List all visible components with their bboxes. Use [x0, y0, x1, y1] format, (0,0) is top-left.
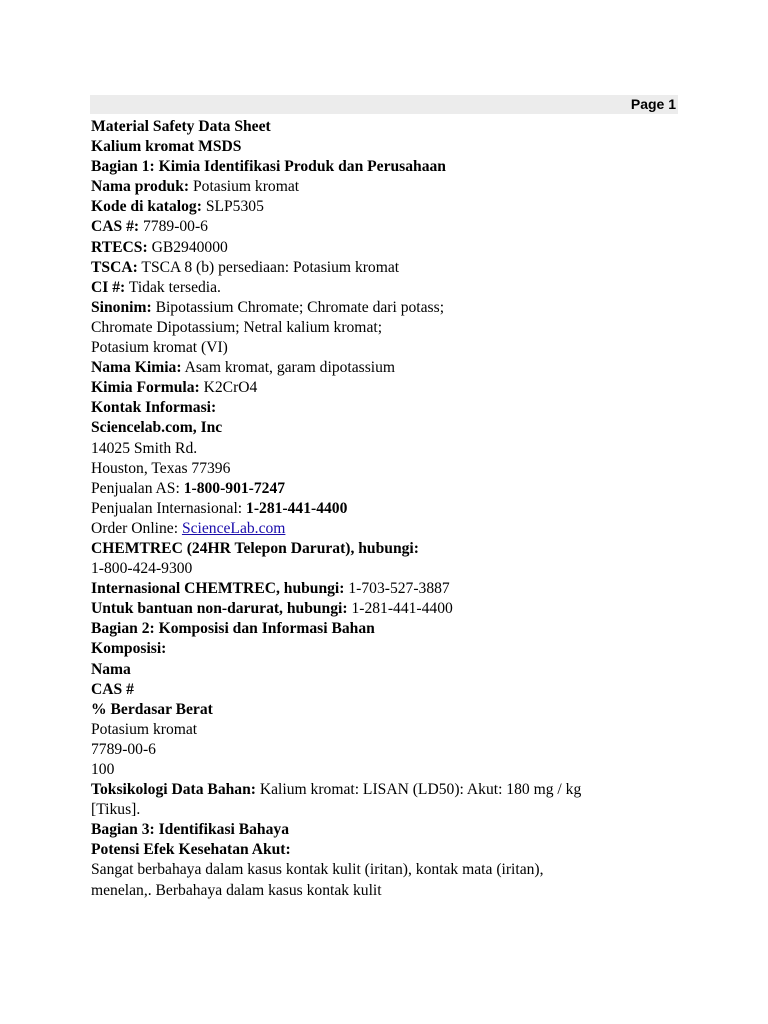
section-2-heading: Bagian 2: Komposisi dan Informasi Bahan: [91, 620, 375, 638]
contact-heading: Kontak Informasi:: [91, 399, 217, 417]
tsca-value: TSCA 8 (b) persediaan: Potasium kromat: [141, 258, 400, 276]
chemical-formula-row: [91, 378, 651, 398]
rtecs-value: GB2940000: [151, 238, 228, 256]
synonym-row: [91, 298, 651, 318]
chemical-name-value: Asam kromat, garam dipotassium: [184, 359, 396, 377]
page-header-bar: [90, 95, 678, 114]
ci-row: [91, 278, 651, 298]
cas-row: [91, 217, 651, 237]
non-emergency-phone: 1-281-441-4400: [351, 600, 453, 618]
address-line-1: 14025 Smith Rd.: [91, 439, 198, 457]
sales-us-row: [91, 479, 651, 499]
ci-label: CI #:: [91, 278, 126, 296]
chemical-name-label: Nama Kimia:: [91, 359, 182, 377]
chemtrec-intl-phone: 1-703-527-3887: [348, 580, 450, 598]
company-name: Sciencelab.com, Inc: [91, 419, 223, 437]
sales-us-label: Penjualan AS:: [91, 479, 184, 497]
product-name-label: Nama produk:: [91, 178, 190, 196]
sales-us-phone: 1-800-901-7247: [183, 479, 286, 497]
catalog-code-value: SLP5305: [205, 198, 264, 216]
composition-heading: Komposisi:: [91, 640, 167, 658]
acute-effects-line-2: menelan,. Berbahaya dalam kasus kontak kulit: [91, 881, 382, 899]
catalog-code-row: [91, 197, 651, 217]
chemical-formula-label: Kimia Formula:: [91, 379, 200, 397]
acute-effects-line-1: Sangat berbahaya dalam kasus kontak kulit (iritan), kontak mata (iritan),: [91, 861, 544, 879]
toxicology-value: Kalium kromat: LISAN (LD50): Akut: 180 mg / kg: [259, 781, 582, 799]
chemtrec-phone: 1-800-424-9300: [91, 560, 193, 578]
column-cas-header: CAS #: [91, 680, 134, 698]
rtecs-row: [91, 238, 651, 258]
toxicology-row: [91, 780, 651, 800]
cas-label: CAS #:: [91, 218, 140, 236]
synonym-line-2: Chromate Dipotassium; Netral kalium kromat;: [91, 318, 383, 336]
page-number: Page 1: [630, 96, 676, 112]
sciencelab-link[interactable]: ScienceLab.com: [181, 519, 286, 537]
product-name-value: Potasium kromat: [192, 178, 300, 196]
chemical-name-row: [91, 358, 651, 378]
product-name-row: [91, 177, 651, 197]
toxicology-value-2: [Tikus].: [91, 801, 141, 819]
ci-value: Tidak tersedia.: [128, 278, 221, 296]
order-online-row: [91, 519, 651, 539]
tsca-row: [91, 258, 651, 278]
rtecs-label: RTECS:: [91, 238, 148, 256]
address-line-2: Houston, Texas 77396: [91, 459, 231, 477]
document-title: Material Safety Data Sheet: [91, 118, 271, 135]
non-emergency-row: [91, 599, 651, 619]
tsca-label: TSCA:: [91, 258, 138, 276]
order-online-label: Order Online:: [91, 519, 182, 537]
component-cas: 7789-00-6: [91, 740, 156, 758]
sales-intl-phone: 1-281-441-4400: [246, 499, 348, 517]
sales-intl-label: Penjualan Internasional:: [91, 499, 247, 517]
component-name: Potasium kromat: [91, 720, 198, 738]
sales-intl-row: [91, 499, 651, 519]
cas-value: 7789-00-6: [143, 218, 208, 236]
document-subtitle: Kalium kromat MSDS: [91, 138, 242, 156]
column-weight-header: % Berdasar Berat: [91, 700, 213, 718]
chemtrec-label: CHEMTREC (24HR Telepon Darurat), hubungi:: [91, 539, 419, 557]
column-name-header: Nama: [91, 660, 131, 678]
catalog-code-label: Kode di katalog:: [91, 198, 202, 216]
synonym-line-3: Potasium kromat (VI): [91, 339, 228, 357]
acute-effects-heading: Potensi Efek Kesehatan Akut:: [91, 841, 291, 859]
synonym-line-1: Bipotassium Chromate; Chromate dari potass;: [155, 298, 445, 316]
non-emergency-label: Untuk bantuan non-darurat, hubungi:: [91, 600, 348, 618]
msds-document: [91, 117, 651, 901]
chemtrec-intl-row: [91, 579, 651, 599]
synonym-label: Sinonim:: [91, 298, 152, 316]
chemtrec-intl-label: Internasional CHEMTREC, hubungi:: [91, 580, 345, 598]
section-3-heading: Bagian 3: Identifikasi Bahaya: [91, 821, 289, 839]
section-1-heading: Bagian 1: Kimia Identifikasi Produk dan Perusahaan: [91, 158, 446, 176]
component-weight: 100: [91, 761, 115, 778]
chemical-formula-value: K2CrO4: [203, 379, 258, 397]
toxicology-label: Toksikologi Data Bahan:: [91, 781, 256, 799]
